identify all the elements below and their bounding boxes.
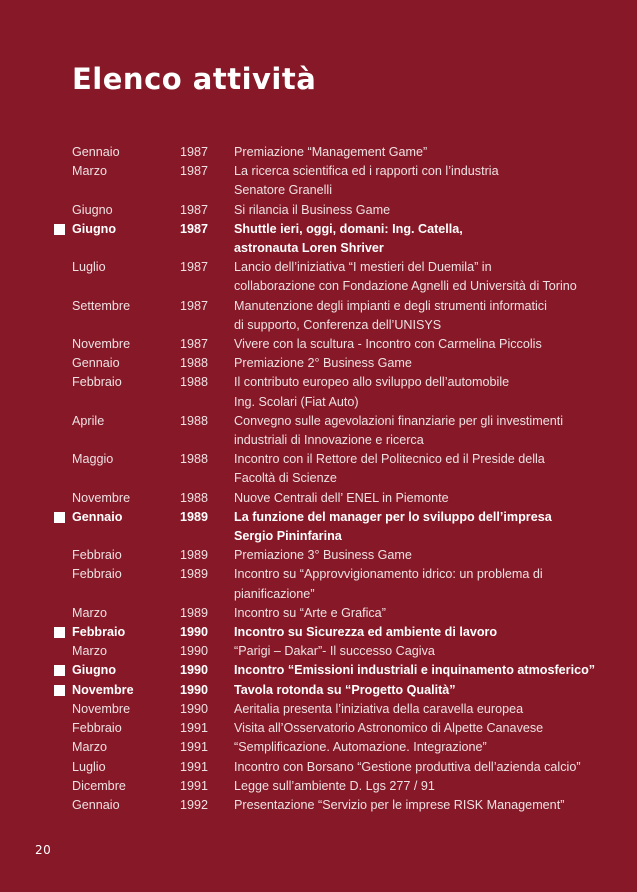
entry-year: 1991 bbox=[180, 721, 209, 736]
entry-year: 1987 bbox=[180, 202, 209, 217]
entry-description-line: La funzione del manager per lo sviluppo dell’impresa bbox=[234, 509, 552, 524]
entry-month: Marzo bbox=[72, 605, 107, 620]
entry-year: 1989 bbox=[180, 548, 209, 563]
page-number: 20 bbox=[35, 843, 52, 857]
entry-month: Marzo bbox=[72, 164, 107, 179]
entry-description-line: “Parigi – Dakar”- Il successo Cagiva bbox=[234, 644, 435, 659]
entry-month: Novembre bbox=[72, 337, 131, 352]
entry-description bbox=[234, 719, 624, 738]
entry-description-line: Presentazione “Servizio per le imprese RISK Management” bbox=[234, 797, 565, 812]
entry-year: 1988 bbox=[180, 490, 209, 505]
entry-year: 1989 bbox=[180, 509, 209, 524]
entry-month: Aprile bbox=[72, 413, 105, 428]
activity-entry bbox=[0, 546, 637, 565]
entry-description-line: pianificazione” bbox=[234, 586, 315, 601]
entry-description bbox=[234, 565, 624, 603]
entry-description bbox=[234, 661, 624, 680]
entry-month: Giugno bbox=[72, 221, 117, 236]
activity-entry bbox=[0, 412, 637, 450]
entry-year: 1990 bbox=[180, 644, 209, 659]
activity-entry bbox=[0, 297, 637, 335]
activity-entry bbox=[0, 373, 637, 411]
activity-entry bbox=[0, 220, 637, 258]
square-bullet-icon bbox=[54, 224, 65, 235]
activity-entry bbox=[0, 738, 637, 757]
entry-year: 1988 bbox=[180, 356, 209, 371]
entry-description-line: Senatore Granelli bbox=[234, 183, 333, 198]
entry-year: 1987 bbox=[180, 221, 209, 236]
entry-description bbox=[234, 681, 624, 700]
entry-year: 1992 bbox=[180, 797, 209, 812]
entry-year: 1987 bbox=[180, 164, 209, 179]
entry-description-line: Incontro “Emissioni industriali e inquinamento atmosferico” bbox=[234, 663, 596, 678]
entry-description-line: astronauta Loren Shriver bbox=[234, 241, 384, 256]
activity-entry bbox=[0, 661, 637, 680]
entry-description-line: Vivere con la scultura - Incontro con Carmelina Piccolis bbox=[234, 337, 542, 352]
square-bullet-icon bbox=[54, 685, 65, 696]
entry-month: Marzo bbox=[72, 740, 107, 755]
activity-entry bbox=[0, 642, 637, 661]
entry-description bbox=[234, 143, 624, 162]
square-bullet-icon bbox=[54, 627, 65, 638]
entry-month: Dicembre bbox=[72, 778, 126, 793]
entry-year: 1987 bbox=[180, 145, 209, 159]
activity-entry bbox=[0, 335, 637, 354]
entry-month: Settembre bbox=[72, 298, 131, 313]
entry-month: Marzo bbox=[72, 644, 107, 659]
entry-description-line: Lancio dell’iniziativa “I mestieri del Duemila” in bbox=[234, 260, 492, 275]
entry-year: 1990 bbox=[180, 625, 209, 640]
entry-year: 1990 bbox=[180, 663, 209, 678]
entry-month: Novembre bbox=[72, 701, 131, 716]
entry-description-line: Premiazione 2° Business Game bbox=[234, 356, 412, 371]
entry-month: Febbraio bbox=[72, 721, 122, 736]
entry-month: Giugno bbox=[72, 663, 117, 678]
page-title: Elenco attività bbox=[72, 62, 317, 96]
entry-description-line: “Semplificazione. Automazione. Integrazione” bbox=[234, 740, 487, 755]
activity-entry bbox=[0, 777, 637, 796]
entry-description-line: Aeritalia presenta l’iniziativa della caravella europea bbox=[234, 701, 524, 716]
entry-description-line: Sergio Pininfarina bbox=[234, 529, 342, 544]
entry-month: Luglio bbox=[72, 260, 106, 275]
entry-description-line: Il contributo europeo allo sviluppo dell’automobile bbox=[234, 375, 510, 390]
activity-entry bbox=[0, 258, 637, 296]
entry-description-line: Si rilancia il Business Game bbox=[234, 202, 391, 217]
entry-month: Maggio bbox=[72, 452, 114, 467]
entry-month: Giugno bbox=[72, 202, 113, 217]
entry-description-line: Shuttle ieri, oggi, domani: Ing. Catella, bbox=[234, 221, 463, 236]
entry-description bbox=[234, 354, 624, 373]
entry-description-line: collaborazione con Fondazione Agnelli ed Università di Torino bbox=[234, 279, 577, 294]
entry-description bbox=[234, 642, 624, 661]
entry-description-line: Legge sull’ambiente D. Lgs 277 / 91 bbox=[234, 778, 435, 793]
entry-description-line: Nuove Centrali dell’ ENEL in Piemonte bbox=[234, 490, 449, 505]
entry-description bbox=[234, 508, 624, 546]
entry-description-line: Facoltà di Scienze bbox=[234, 471, 337, 486]
entry-description bbox=[234, 412, 624, 450]
entry-description-line: Manutenzione degli impianti e degli strumenti informatici bbox=[234, 298, 547, 313]
entry-year: 1989 bbox=[180, 567, 209, 582]
square-bullet-icon bbox=[54, 512, 65, 523]
entry-description bbox=[234, 335, 624, 354]
entry-year: 1987 bbox=[180, 260, 209, 275]
entry-month: Febbraio bbox=[72, 548, 122, 563]
entry-description-line: Visita all’Osservatorio Astronomico di Alpette Canavese bbox=[234, 721, 544, 736]
entry-description-line: di supporto, Conferenza dell’UNISYS bbox=[234, 317, 442, 332]
entry-description bbox=[234, 777, 624, 796]
entry-month: Febbraio bbox=[72, 567, 122, 582]
activity-entry bbox=[0, 489, 637, 508]
entry-description bbox=[234, 220, 624, 258]
entry-description-line: Premiazione “Management Game” bbox=[234, 145, 428, 159]
entry-description bbox=[234, 796, 624, 815]
entry-description-line: Ing. Scolari (Fiat Auto) bbox=[234, 394, 359, 409]
activity-entry bbox=[0, 143, 637, 162]
entry-description bbox=[234, 546, 624, 565]
entry-month: Gennaio bbox=[72, 145, 120, 159]
entry-month: Febbraio bbox=[72, 375, 122, 390]
entry-year: 1988 bbox=[180, 452, 209, 467]
entry-description bbox=[234, 297, 624, 335]
activity-entry bbox=[0, 354, 637, 373]
entry-description-line: Incontro su “Arte e Grafica” bbox=[234, 605, 386, 620]
entry-description-line: Premiazione 3° Business Game bbox=[234, 548, 412, 563]
entry-description-line: Incontro con il Rettore del Politecnico ed il Preside della bbox=[234, 452, 545, 467]
entry-description-line: Incontro con Borsano “Gestione produttiva dell’azienda calcio” bbox=[234, 759, 581, 774]
entry-year: 1991 bbox=[180, 759, 209, 774]
activity-entry bbox=[0, 201, 637, 220]
activity-entry bbox=[0, 719, 637, 738]
entry-year: 1989 bbox=[180, 605, 209, 620]
entry-description-line: Incontro su “Approvvigionamento idrico: un problema di bbox=[234, 567, 543, 582]
entry-month: Gennaio bbox=[72, 356, 120, 371]
activity-entry bbox=[0, 565, 637, 603]
activity-entry bbox=[0, 681, 637, 700]
activity-entry bbox=[0, 758, 637, 777]
entry-description-line: Tavola rotonda su “Progetto Qualità” bbox=[234, 682, 456, 697]
square-bullet-icon bbox=[54, 665, 65, 676]
entry-description bbox=[234, 489, 624, 508]
entry-year: 1988 bbox=[180, 413, 209, 428]
activity-entry bbox=[0, 604, 637, 623]
entry-month: Gennaio bbox=[72, 509, 123, 524]
entry-description bbox=[234, 258, 624, 296]
activity-entry bbox=[0, 700, 637, 719]
entry-description bbox=[234, 373, 624, 411]
entry-year: 1987 bbox=[180, 337, 209, 352]
entry-description bbox=[234, 162, 624, 200]
entry-description-line: Convegno sulle agevolazioni finanziarie per gli investimenti bbox=[234, 413, 564, 428]
entry-month: Novembre bbox=[72, 490, 131, 505]
entry-description bbox=[234, 700, 624, 719]
entry-year: 1991 bbox=[180, 740, 209, 755]
activity-entry bbox=[0, 623, 637, 642]
entry-description bbox=[234, 201, 624, 220]
entry-year: 1990 bbox=[180, 682, 209, 697]
entry-description bbox=[234, 604, 624, 623]
entry-description bbox=[234, 450, 624, 488]
entry-description-line: industriali di Innovazione e ricerca bbox=[234, 433, 424, 448]
entry-description-line: La ricerca scientifica ed i rapporti con l’industria bbox=[234, 164, 499, 179]
entry-year: 1987 bbox=[180, 298, 209, 313]
entry-year: 1991 bbox=[180, 778, 209, 793]
entry-year: 1990 bbox=[180, 701, 209, 716]
activity-entry bbox=[0, 796, 637, 815]
entry-description bbox=[234, 758, 624, 777]
entry-year: 1988 bbox=[180, 375, 209, 390]
entry-month: Novembre bbox=[72, 682, 134, 697]
activity-entry bbox=[0, 508, 637, 546]
entry-month: Febbraio bbox=[72, 625, 126, 640]
activity-list bbox=[0, 143, 637, 815]
entry-month: Luglio bbox=[72, 759, 106, 774]
activity-entry bbox=[0, 162, 637, 200]
activity-entry bbox=[0, 450, 637, 488]
entry-description-line: Incontro su Sicurezza ed ambiente di lavoro bbox=[234, 625, 498, 640]
entry-month: Gennaio bbox=[72, 797, 120, 812]
entry-description bbox=[234, 738, 624, 757]
entry-description bbox=[234, 623, 624, 642]
